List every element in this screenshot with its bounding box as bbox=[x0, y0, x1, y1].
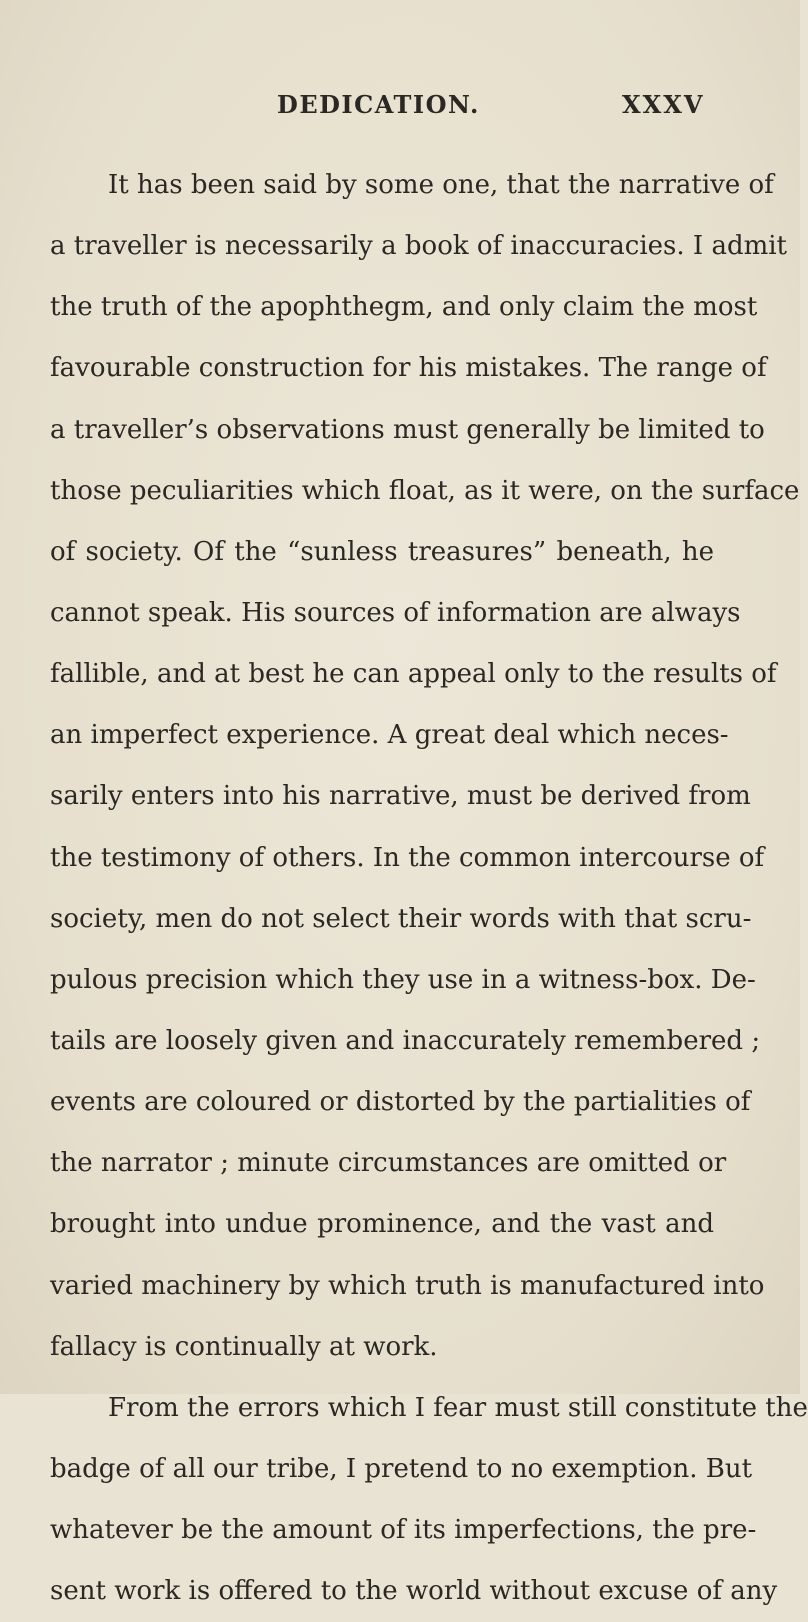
body-text bbox=[50, 155, 808, 1622]
text-line: the testimony of others. In the common intercourse of bbox=[50, 842, 765, 873]
text-line: It has been said by some one, that the narrative of bbox=[108, 170, 774, 200]
text-line: the narrator ; minute circumstances are omitted or bbox=[50, 1148, 727, 1179]
text-line: varied machinery by which truth is manufactured into bbox=[50, 1270, 765, 1301]
text-line: From the errors which I fear must still constitute the bbox=[108, 1392, 808, 1423]
text-line: favourable construction for his mistakes. The range of bbox=[50, 353, 767, 384]
text-line: a traveller is necessarily a book of inaccuracies. I admit bbox=[50, 231, 788, 262]
text-line: tails are loosely given and inaccurately remembered ; bbox=[50, 1025, 761, 1056]
page-number: XXXV bbox=[622, 90, 705, 119]
text-line: cannot speak. His sources of information are always bbox=[50, 597, 741, 628]
text-line: sarily enters into his narrative, must be derived from bbox=[50, 781, 751, 812]
text-line: fallible, and at best he can appeal only to the results of bbox=[50, 659, 777, 690]
text-line: sent work is offered to the world without excuse of any bbox=[50, 1576, 778, 1607]
text-line: brought into undue prominence, and the vast and bbox=[50, 1209, 714, 1240]
running-title: DEDICATION. bbox=[277, 90, 480, 119]
text-line: those peculiarities which float, as it were, on the surface bbox=[50, 475, 800, 506]
text-line: the truth of the apophthegm, and only claim the most bbox=[50, 292, 758, 323]
text-line: a traveller’s observations must generally be limited to bbox=[50, 414, 765, 445]
text-line: an imperfect experience. A great deal which neces- bbox=[50, 720, 729, 751]
text-line: society, men do not select their words with that scru- bbox=[50, 903, 752, 934]
text-line: whatever be the amount of its imperfections, the pre- bbox=[50, 1515, 757, 1546]
text-line: badge of all our tribe, I pretend to no exemption. But bbox=[50, 1453, 753, 1484]
text-line: events are coloured or distorted by the partialities of bbox=[50, 1087, 751, 1118]
running-head bbox=[0, 90, 800, 120]
text-line: of society. Of the “sunless treasures” beneath, he bbox=[50, 536, 714, 567]
text-line: pulous precision which they use in a witness-box. De- bbox=[50, 964, 756, 995]
text-line: fallacy is continually at work. bbox=[50, 1331, 438, 1362]
